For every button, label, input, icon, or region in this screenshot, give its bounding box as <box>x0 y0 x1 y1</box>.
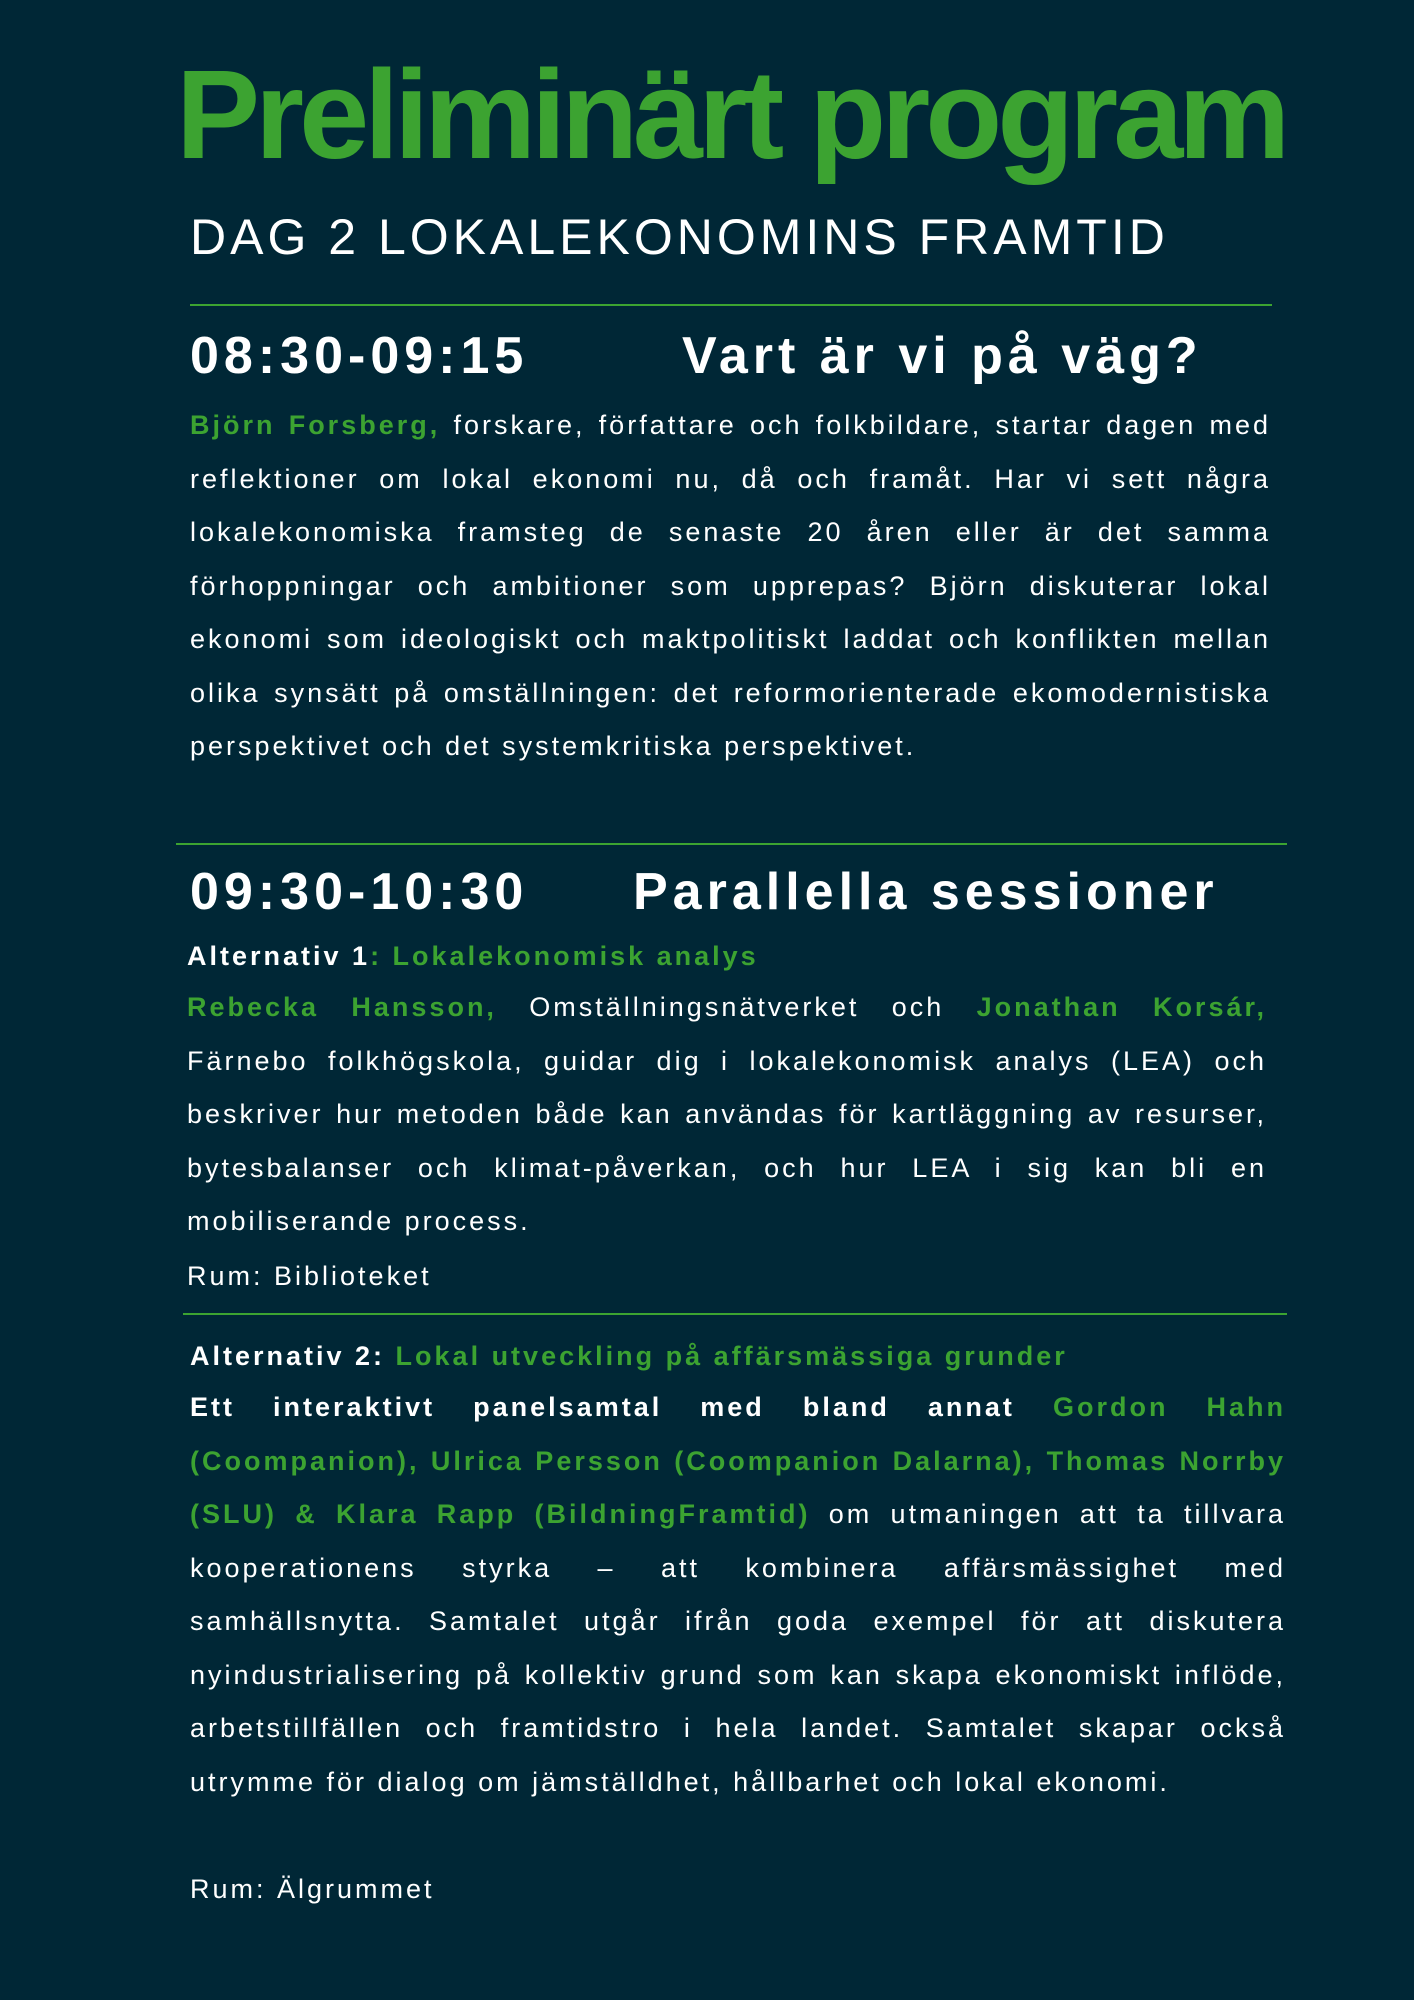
session-2-time: 09:30-10:30 <box>190 863 529 921</box>
session-1-header <box>190 327 1272 390</box>
alternative-2-description <box>190 1381 1286 1809</box>
session-1-time: 08:30-09:15 <box>190 327 529 385</box>
alternative-1-description <box>187 981 1267 1249</box>
alternative-1-number: Alternativ 1 <box>187 941 371 971</box>
alternative-2-label <box>190 1343 1068 1370</box>
speaker-bjorn-forsberg: Björn Forsberg, <box>190 410 441 440</box>
session-2-title: Parallella sessioner <box>633 863 1219 921</box>
alternative-2-room: Rum: Älgrummet <box>190 1874 435 1904</box>
alternative-2-intro: Ett interaktivt panelsamtal med bland annat <box>190 1392 1053 1422</box>
divider <box>183 1313 1287 1315</box>
session-2-header <box>190 863 1290 926</box>
session-1-description <box>190 399 1271 774</box>
alternative-2-number: Alternativ 2: <box>190 1341 396 1371</box>
alternative-1-topic: : Lokalekonomisk analys <box>370 941 759 971</box>
alternative-1-label <box>187 943 759 970</box>
alternative-1-text-1: Omställningsnätverket och <box>496 992 977 1022</box>
alternative-1-room: Rum: Biblioteket <box>187 1261 432 1291</box>
divider <box>190 304 1272 306</box>
panel-speakers: Gordon Hahn (Coompanion), Ulrica Persson (Coompanion Dalarna), Thomas Norrby (SLU) & Klara Rapp (BildningFramtid) <box>190 1392 1286 1529</box>
alternative-2-body: om utmaningen att ta tillvara kooperationens styrka – att kombinera affärsmässighet med samhällsnytta. Samtalet utgår ifrån goda exempel för att diskutera nyindustrialisering på kollektiv grund som kan skapa ekonomiskt inflöde, arbetstillfällen och framtidstro i hela landet. Samtalet skapar också utrymme för dialog om jämställdhet, hållbarhet och lokal ekonomi. <box>190 1499 1286 1797</box>
session-1-title: Vart är vi på väg? <box>682 327 1203 385</box>
speaker-jonathan-korsar: Jonathan Korsár, <box>976 992 1267 1022</box>
page-subtitle: DAG 2 LOKALEKONOMINS FRAMTID <box>190 209 1169 265</box>
session-1-body: forskare, författare och folkbildare, startar dagen med reflektioner om lokal ekonomi nu, då och framåt. Har vi sett några lokalekonomiska framsteg de senaste 20 åren eller är det samma förhoppningar och ambitioner som upprepas? Björn diskuterar lokal ekonomi som ideologiskt och maktpolitiskt laddat och konflikten mellan olika synsätt på omställningen: det reformorienterade ekomodernistiska perspektivet och det systemkritiska perspektivet. <box>190 410 1272 761</box>
page-title: Preliminärt program <box>176 44 1286 185</box>
alternative-1-text-2: Färnebo folkhögskola, guidar dig i lokalekonomisk analys (LEA) och beskriver hur metoden både kan användas för kartläggning av resurser, bytesbalanser och klimat-påverkan, och hur LEA i sig kan bli en mobiliserande process. <box>187 1045 1267 1236</box>
divider <box>176 843 1287 845</box>
alternative-2-topic: Lokal utveckling på affärsmässiga grunder <box>395 1341 1068 1371</box>
speaker-rebecka-hansson: Rebecka Hansson, <box>187 992 497 1022</box>
